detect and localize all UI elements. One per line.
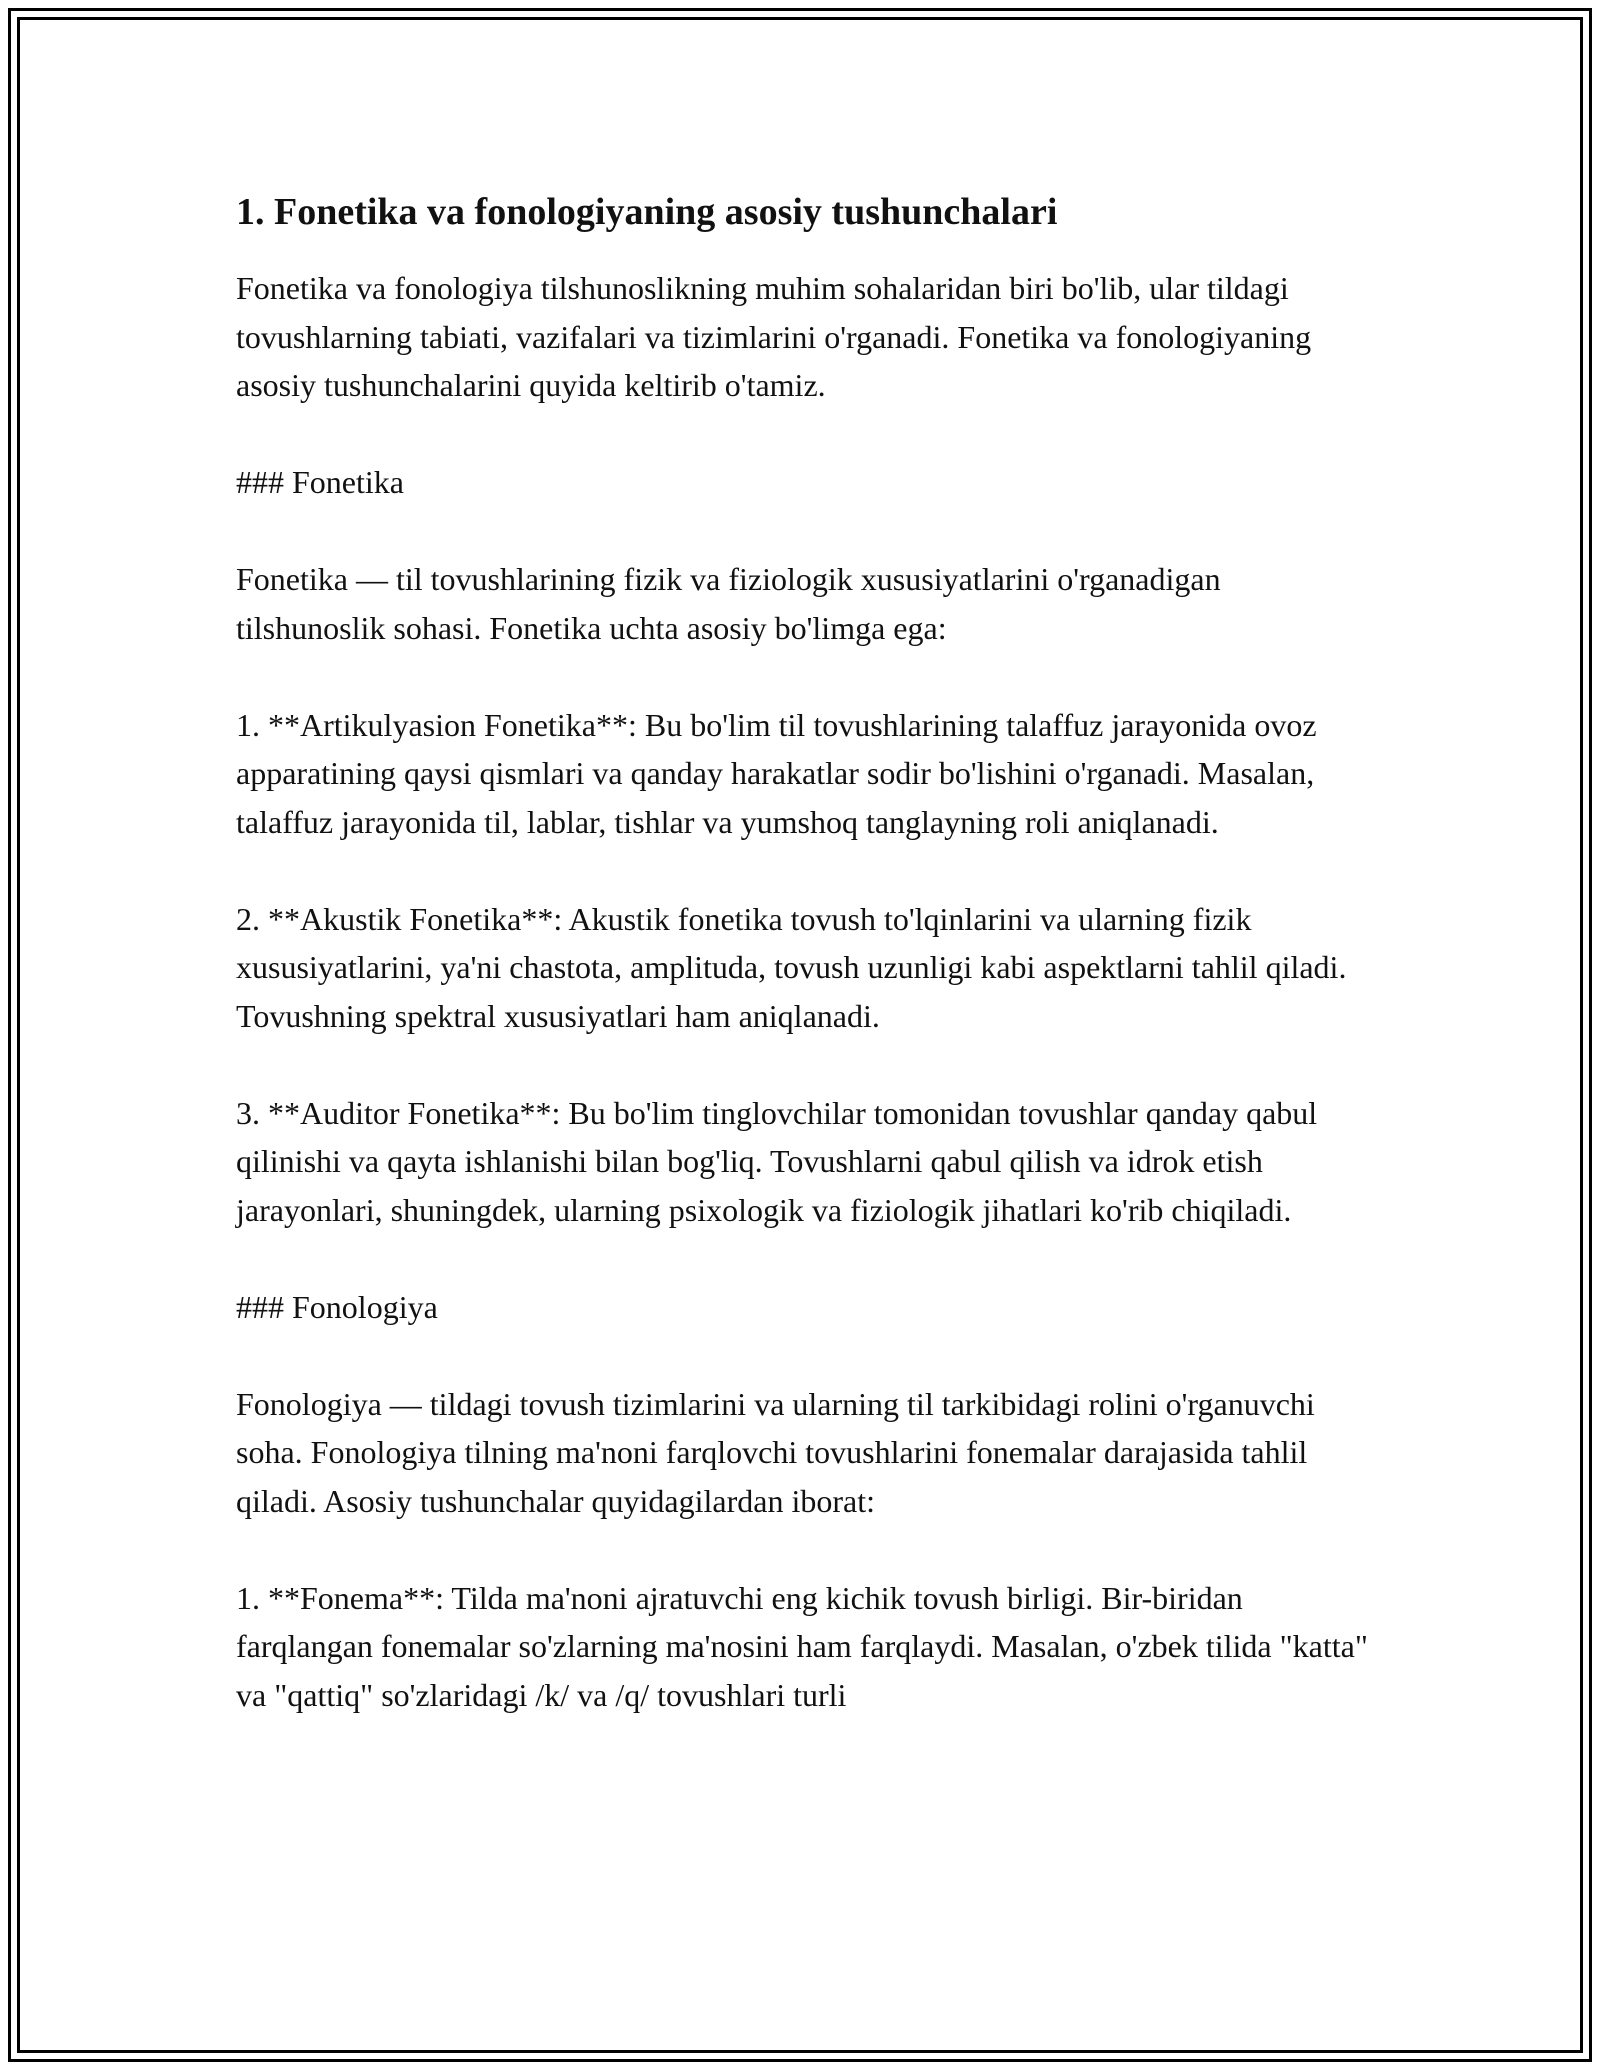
document-body <box>236 186 1376 1768</box>
page-title: 1. Fonetika va fonologiyaning asosiy tushunchalari <box>236 191 1058 233</box>
fonologiya-definition-paragraph: Fonologiya — tildagi tovush tizimlarini va ularning til tarkibidagi rolini o'rganuvchi soha. Fonologiya tilning ma'noni farqlovchi tovushlarini fonemalar darajasida tahlil qiladi. Asosiy tushunchalar quyidagilardan iborat: <box>236 1385 1315 1519</box>
list-item-akustik: 2. **Akustik Fonetika**: Akustik fonetika tovush to'lqinlarini va ularning fizik xususiyatlarini, ya'ni chastota, amplituda, tovush uzunligi kabi aspektlarni tahlil qiladi. Tovushning spektral xususiyatlari ham aniqlanadi. <box>236 900 1347 1034</box>
section-heading-fonetika: ### Fonetika <box>236 464 404 500</box>
section-heading-fonologiya: ### Fonologiya <box>236 1288 438 1325</box>
list-item-fonema: 1. **Fonema**: Tilda ma'noni ajratuvchi eng kichik tovush birligi. Bir-biridan farqlangan fonemalar so'zlarning ma'nosini ham farqlaydi. Masalan, o'zbek tilida "katta" va "qattiq" so'zlaridagi /k/ va /q/ tovushlari turli <box>236 1579 1368 1713</box>
fonetika-definition-paragraph: Fonetika — til tovushlarining fizik va fiziologik xususiyatlarini o'rganadigan tilshunoslik sohasi. Fonetika uchta asosiy bo'limga ega: <box>236 561 1221 646</box>
list-item-artikulyasion: 1. **Artikulyasion Fonetika**: Bu bo'lim til tovushlarining talaffuz jarayonida ovoz apparatining qaysi qismlari va qanday harakatlar sodir bo'lishini o'rganadi. Masalan, talaffuz jarayonida til, lablar, tishlar va yumshoq tanglayning roli aniqlanadi. <box>236 706 1317 840</box>
intro-paragraph: Fonetika va fonologiya tilshunoslikning muhim sohalaridan biri bo'lib, ular tildagi tovushlarning tabiati, vazifalari va tizimlarini o'rganadi. Fonetika va fonologiyaning asosiy tushunchalarini quyida keltirib o'tamiz. <box>236 270 1312 403</box>
list-item-auditor: 3. **Auditor Fonetika**: Bu bo'lim tinglovchilar tomonidan tovushlar qanday qabul qilinishi va qayta ishlanishi bilan bog'liq. Tovushlarni qabul qilish va idrok etish jarayonlari, shuningdek, ularning psixologik va fiziologik jihatlari ko'rib chiqiladi. <box>236 1094 1318 1228</box>
